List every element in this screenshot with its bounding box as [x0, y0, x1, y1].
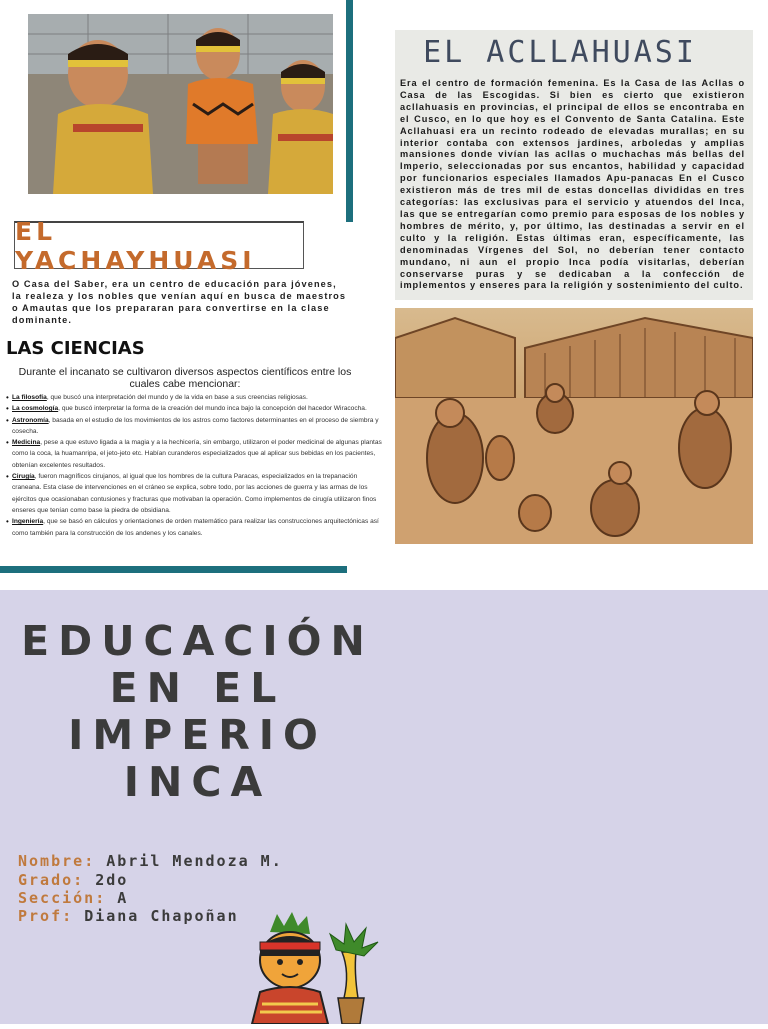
title-line: EDUCACIÓN — [21, 617, 374, 665]
list-item — [6, 471, 386, 516]
acllahuasi-description: Era el centro de formación femenina. Es la Casa de las Acllas o Casa de las Escogidas. Si bien es cierto que existieron acllahuasis en provincias, el principal de ellos se encontraba en el Cusco, en lo que hoy es el Convento de Santa Catalina. Este Acllahuasi era un recinto rodeado de elevadas murallas; en su interior contaba con extensos jardines, arboledas y amplias mansiones donde vivían las acllas o muchachas más bellas del Imperio, seleccionadas por sus encantos, habilidad y capacidad por funcionarios especiales llamados Apu-panacas En el Cusco existieron más de tres mil de estas doncellas divididas en tres categorías: las exclusivas para el servicio y atuendos del Inca, las que se entregarían como premio para esposas de los nobles y hombres de mérito, y, por último, las destinadas a servir en el culto y la religión. Estas últimas eran, específicamente, las denominadas Vírgenes del Sol, no deberían tener contacto mundano, ni aun el propio Inca podía visitarlas, deberían conservarse puras y se dedicaban a la confección de implementos y enseres para la religión y sostenimiento del culto. — [400, 78, 745, 291]
info-prof: Prof: Diana Chapoñan — [18, 907, 239, 925]
info-value: 2do — [95, 871, 129, 889]
list-item — [6, 392, 386, 403]
info-grado: Grado: 2do — [18, 871, 129, 889]
info-label: Grado — [18, 871, 74, 889]
inca-child-figure — [232, 912, 392, 1024]
ciencia-text: , fueron magníficos cirujanos, al igual que los hombres de la cultura Paracas, especializados en la trepanación craneana. Esta clase de intervenciones en el cráneo se explica, sobre todo, por las acciones de guerra y las armas de los ejércitos que ocasionaban contusiones y fracturas que motivaban la operación. Como implementos de cirugía utilizaron finos enseres que tenían como base la piedra de obsidiana. — [12, 473, 377, 514]
teal-divider-horizontal — [0, 566, 347, 573]
list-item — [6, 437, 386, 471]
main-title — [0, 618, 395, 806]
ciencia-term: Ingeniería — [12, 518, 44, 526]
ciencia-text: , que se basó en cálculos y orientaciones de orden matemático para realizar las construcciones arquitectónicas así como también para la construcción de los andenes y los canales. — [12, 518, 379, 537]
info-value: Abril Mendoza M. — [106, 852, 283, 870]
ciencia-text: , pese a que estuvo ligada a la magia y a la hechicería, sin embargo, utilizaron el poder medicinal de algunas plantas como la coca, la huamanripa, el jeto-jeto etc. Habían curanderos especializados que al aplicar sus bebidas en los pacientes, obtenían excelentes resultados. — [12, 439, 382, 469]
info-value: A — [117, 889, 129, 907]
info-label: Nombre — [18, 852, 85, 870]
ciencia-term: Medicina — [12, 439, 41, 447]
yachayhuasi-description: O Casa del Saber, era un centro de educación para jóvenes, la realeza y los nobles que venían aquí en busca de maestros o Amautas que los prepararan para convertirse en la clase dominante. — [12, 279, 347, 325]
info-label: Prof — [18, 907, 63, 925]
ciencia-term: Cirugía — [12, 473, 35, 481]
ciencia-term: La filosofía — [12, 394, 47, 401]
cover-section — [0, 590, 768, 1024]
ciencia-text: , que buscó interpretar la forma de la creación del mundo inca bajo la concepción del hacedor Wiracocha. — [58, 405, 367, 413]
acllahuasi-panel — [395, 30, 753, 300]
yachayhuasi-title: EL YACHAYHUASI — [15, 216, 256, 275]
list-item — [6, 516, 386, 539]
ciencias-intro: Durante el incanato se cultivaron diversos aspectos científicos entre los cuales cabe mencionar: — [18, 366, 352, 390]
teal-divider-vertical — [346, 0, 353, 222]
title-line: INCA — [123, 758, 272, 806]
list-item — [6, 403, 386, 414]
ciencia-text: , que buscó una interpretación del mundo y de la vida en base a sus creencias religiosas. — [46, 394, 308, 401]
ciencias-title: LAS CIENCIAS — [6, 338, 145, 359]
title-line: IMPERIO — [68, 711, 327, 759]
info-seccion: Sección: A — [18, 889, 129, 907]
title-line: EN EL — [109, 664, 286, 712]
acllahuasi-title: EL ACLLAHUASI — [423, 35, 697, 70]
acllas-weaving-illustration — [395, 308, 753, 544]
info-nombre: Nombre: Abril Mendoza M. — [18, 852, 283, 870]
list-item — [6, 415, 386, 438]
info-label: Sección — [18, 889, 96, 907]
ciencia-text: , basada en el estudio de los movimientos de los astros como factores determinantes en el proceso de siembra y cosecha. — [12, 416, 379, 435]
inca-students-illustration — [28, 14, 333, 194]
ciencias-list — [6, 392, 386, 539]
ciencia-term: La cosmología — [12, 405, 59, 413]
yachayhuasi-title-box — [14, 216, 304, 275]
ciencia-term: Astronomía — [12, 416, 49, 424]
info-value: Diana Chapoñan — [84, 907, 239, 925]
